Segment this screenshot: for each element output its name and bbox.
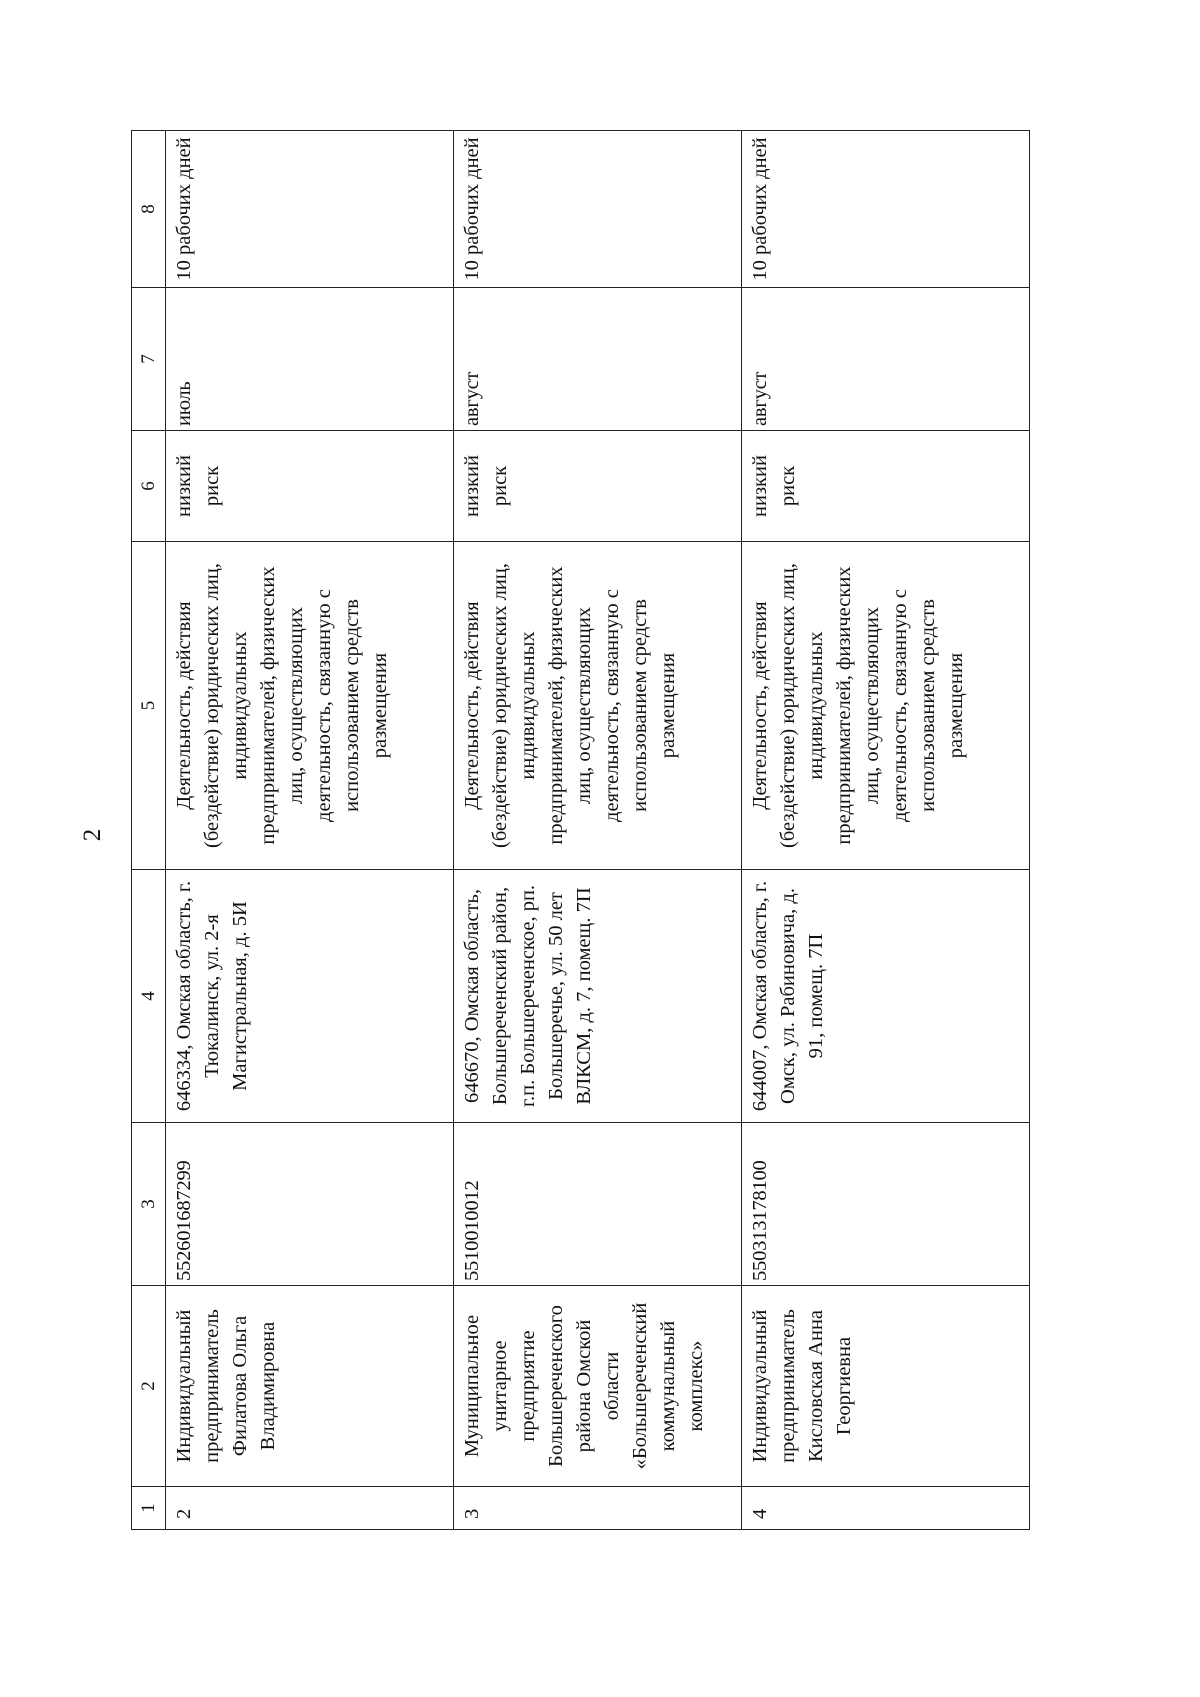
- inspection-duration: 10 рабочих дней: [166, 131, 454, 288]
- inspection-duration: 10 рабочих дней: [742, 131, 1030, 288]
- risk-category: низкий риск: [166, 431, 454, 542]
- table-row: [166, 131, 454, 1530]
- header-col-3: 3: [132, 1123, 166, 1286]
- header-col-5: 5: [132, 542, 166, 870]
- page-number: 2: [79, 828, 106, 842]
- row-number: 2: [166, 1487, 454, 1530]
- entity-name: Индивидуальный предприниматель Кисловская Анна Георгиевна: [742, 1286, 1030, 1487]
- entity-name: Индивидуальный предприниматель Филатова Ольга Владимировна: [166, 1286, 454, 1487]
- inspection-month: август: [454, 288, 742, 431]
- address: 646334, Омская область, г. Тюкалинск, ул. 2-я Магистральная, д. 5И: [166, 870, 454, 1123]
- activity-type: Деятельность, действия (бездействие) юридических лиц, индивидуальных предпринимателей, физических лиц, осуществляющих деятельность, связанную с использованием средств размещения: [454, 542, 742, 870]
- rotated-table-container: [131, 139, 1028, 1530]
- header-row: [132, 131, 166, 1530]
- header-col-1: 1: [132, 1487, 166, 1530]
- header-col-4: 4: [132, 870, 166, 1123]
- table-row: [742, 131, 1030, 1530]
- tax-id: 550313178100: [742, 1123, 1030, 1286]
- inspection-duration: 10 рабочих дней: [454, 131, 742, 288]
- inspection-month: июль: [166, 288, 454, 431]
- risk-category: низкий риск: [454, 431, 742, 542]
- header-col-7: 7: [132, 288, 166, 431]
- row-number: 4: [742, 1487, 1030, 1530]
- tax-id: 5510010012: [454, 1123, 742, 1286]
- row-number: 3: [454, 1487, 742, 1530]
- header-col-2: 2: [132, 1286, 166, 1487]
- header-col-8: 8: [132, 131, 166, 288]
- address: 646670, Омская область, Большереченский район, г.п. Большереченское, рп. Большеречье, ул. 50 лет ВЛКСМ, д. 7, помещ. 7П: [454, 870, 742, 1123]
- risk-category: низкий риск: [742, 431, 1030, 542]
- header-col-6: 6: [132, 431, 166, 542]
- activity-type: Деятельность, действия (бездействие) юридических лиц, индивидуальных предпринимателей, физических лиц, осуществляющих деятельность, связанную с использованием средств размещения: [166, 542, 454, 870]
- inspection-month: август: [742, 288, 1030, 431]
- table-row: [454, 131, 742, 1530]
- inspection-plan-table: [131, 130, 1030, 1530]
- address: 644007, Омская область, г. Омск, ул. Рабиновича, д. 91, помещ. 7П: [742, 870, 1030, 1123]
- activity-type: Деятельность, действия (бездействие) юридических лиц, индивидуальных предпринимателей, физических лиц, осуществляющих деятельность, связанную с использованием средств размещения: [742, 542, 1030, 870]
- tax-id: 552601687299: [166, 1123, 454, 1286]
- entity-name: Муниципальное унитарное предприятие Большереченского района Омской области «Большереченский коммунальный комплекс»: [454, 1286, 742, 1487]
